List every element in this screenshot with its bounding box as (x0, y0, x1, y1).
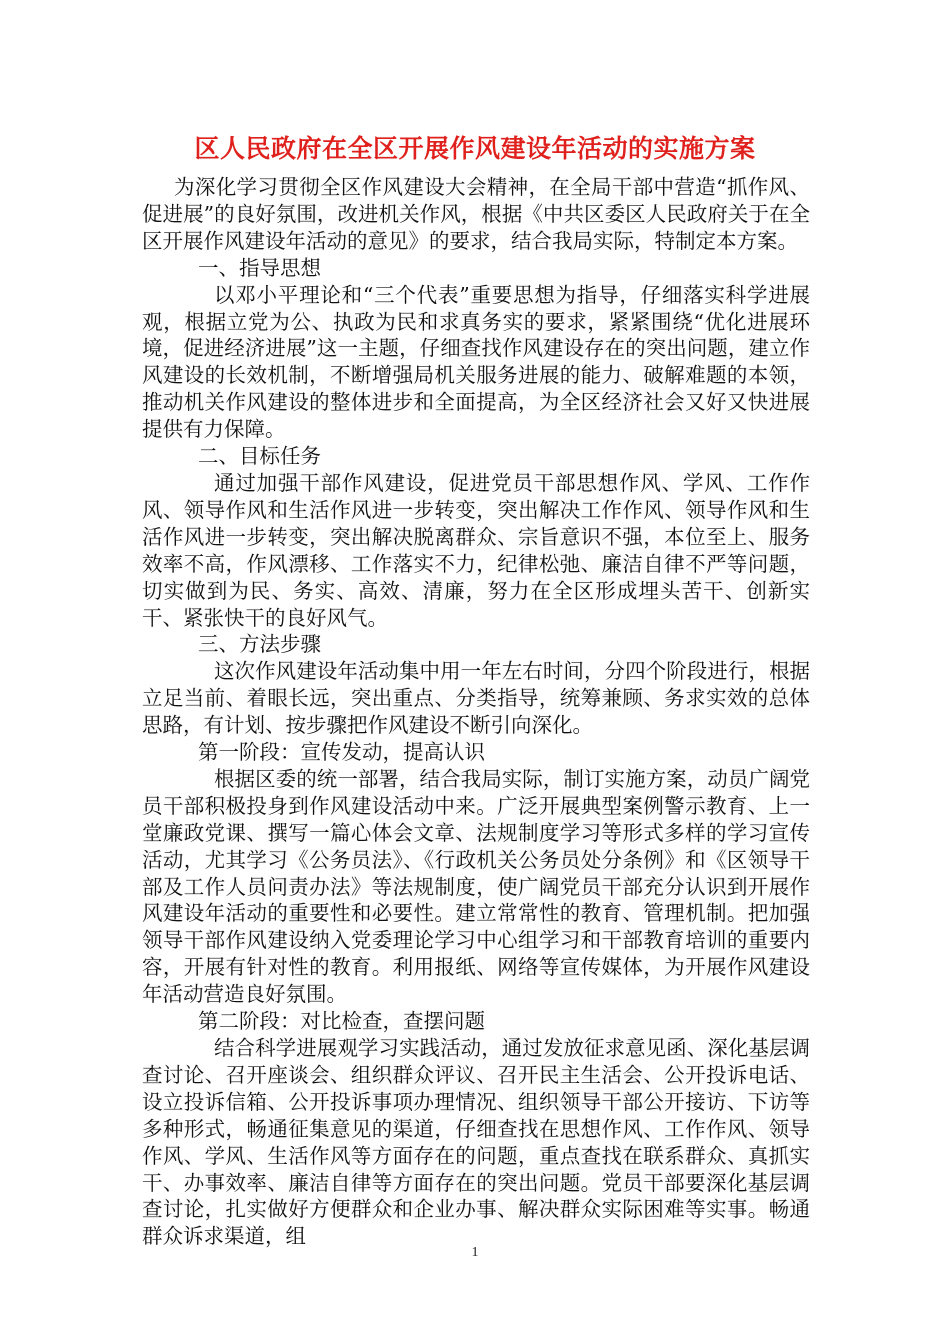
section-heading-methods: 三、方法步骤 (198, 632, 321, 657)
section-heading-goals: 二、目标任务 (198, 444, 321, 469)
section-heading-guiding-thought: 一、指导思想 (198, 255, 321, 280)
paragraph-guiding-thought: 以邓小平理论和“三个代表”重要思想为指导，仔细落实科学进展观，根据立党为公、执政为民和求真务实的要求，紧紧围绕“优化进展环境，促进经济进展”这一主题，仔细查找作风建设存在的突出问题，建立作风建设的长效机制，不断增强局机关服务进展的能力、破解难题的本领，推动机关作风建设的整体进步和全面提高，为全区经济社会又好又快进展提供有力保障。 (142, 282, 810, 442)
page-number: 1 (471, 1245, 479, 1260)
paragraph-methods: 这次作风建设年活动集中用一年左右时间，分四个阶段进行，根据立足当前、着眼长远，突出重点、分类指导，统筹兼顾、务求实效的总体思路，有计划、按步骤把作风建设不断引向深化。 (142, 659, 810, 738)
stage-heading-two: 第二阶段：对比检查，查摆问题 (198, 1009, 485, 1034)
paragraph-stage-two: 结合科学进展观学习实践活动，通过发放征求意见函、深化基层调查讨论、召开座谈会、组织群众评议、召开民主生活会、公开投诉电话、设立投诉信箱、公开投诉事项办理情况、组织领导干部公开接访、下访等多种形式，畅通征集意见的渠道，仔细查找在思想作风、工作作风、领导作风、学风、生活作风等方面存在的问题，重点查找在联系群众、真抓实干、办事效率、廉洁自律等方面存在的突出问题。党员干部要深化基层调查讨论，扎实做好方便群众和企业办事、解决群众实际困难等实事。畅通群众诉求渠道，组 (142, 1036, 810, 1249)
document-body (142, 174, 810, 1250)
paragraph-intro: 为深化学习贯彻全区作风建设大会精神，在全局干部中营造“抓作风、促进展”的良好氛围，改进机关作风，根据《中共区委区人民政府关于在全区开展作风建设年活动的意见》的要求，结合我局实际，特制定本方案。 (142, 175, 810, 253)
document-title: 区人民政府在全区开展作风建设年活动的实施方案 (194, 134, 756, 163)
paragraph-goals: 通过加强干部作风建设，促进党员干部思想作风、学风、工作作风、领导作风和生活作风进一步转变，突出解决工作作风、领导作风和生活作风进一步转变，突出解决脱离群众、宗旨意识不强，本位至上、服务效率不高，作风漂移、工作落实不力，纪律松弛、廉洁自律不严等问题，切实做到为民、务实、高效、清廉，努力在全区形成埋头苦干、创新实干、紧张快干的良好风气。 (142, 470, 810, 630)
stage-heading-one: 第一阶段：宣传发动，提高认识 (198, 740, 485, 765)
paragraph-stage-one: 根据区委的统一部署，结合我局实际，制订实施方案，动员广阔党员干部积极投身到作风建设活动中来。广泛开展典型案例警示教育、上一堂廉政党课、撰写一篇心体会文章、法规制度学习等形式多样的学习宣传活动，尤其学习《公务员法》、《行政机关公务员处分条例》和《区领导干部及工作人员问责办法》等法规制度，使广阔党员干部充分认识到开展作风建设年活动的重要性和必要性。建立常常性的教育、管理机制。把加强领导干部作风建设纳入党委理论学习中心组学习和干部教育培训的重要内容，开展有针对性的教育。利用报纸、网络等宣传媒体，为开展作风建设年活动营造良好氛围。 (142, 766, 810, 1007)
